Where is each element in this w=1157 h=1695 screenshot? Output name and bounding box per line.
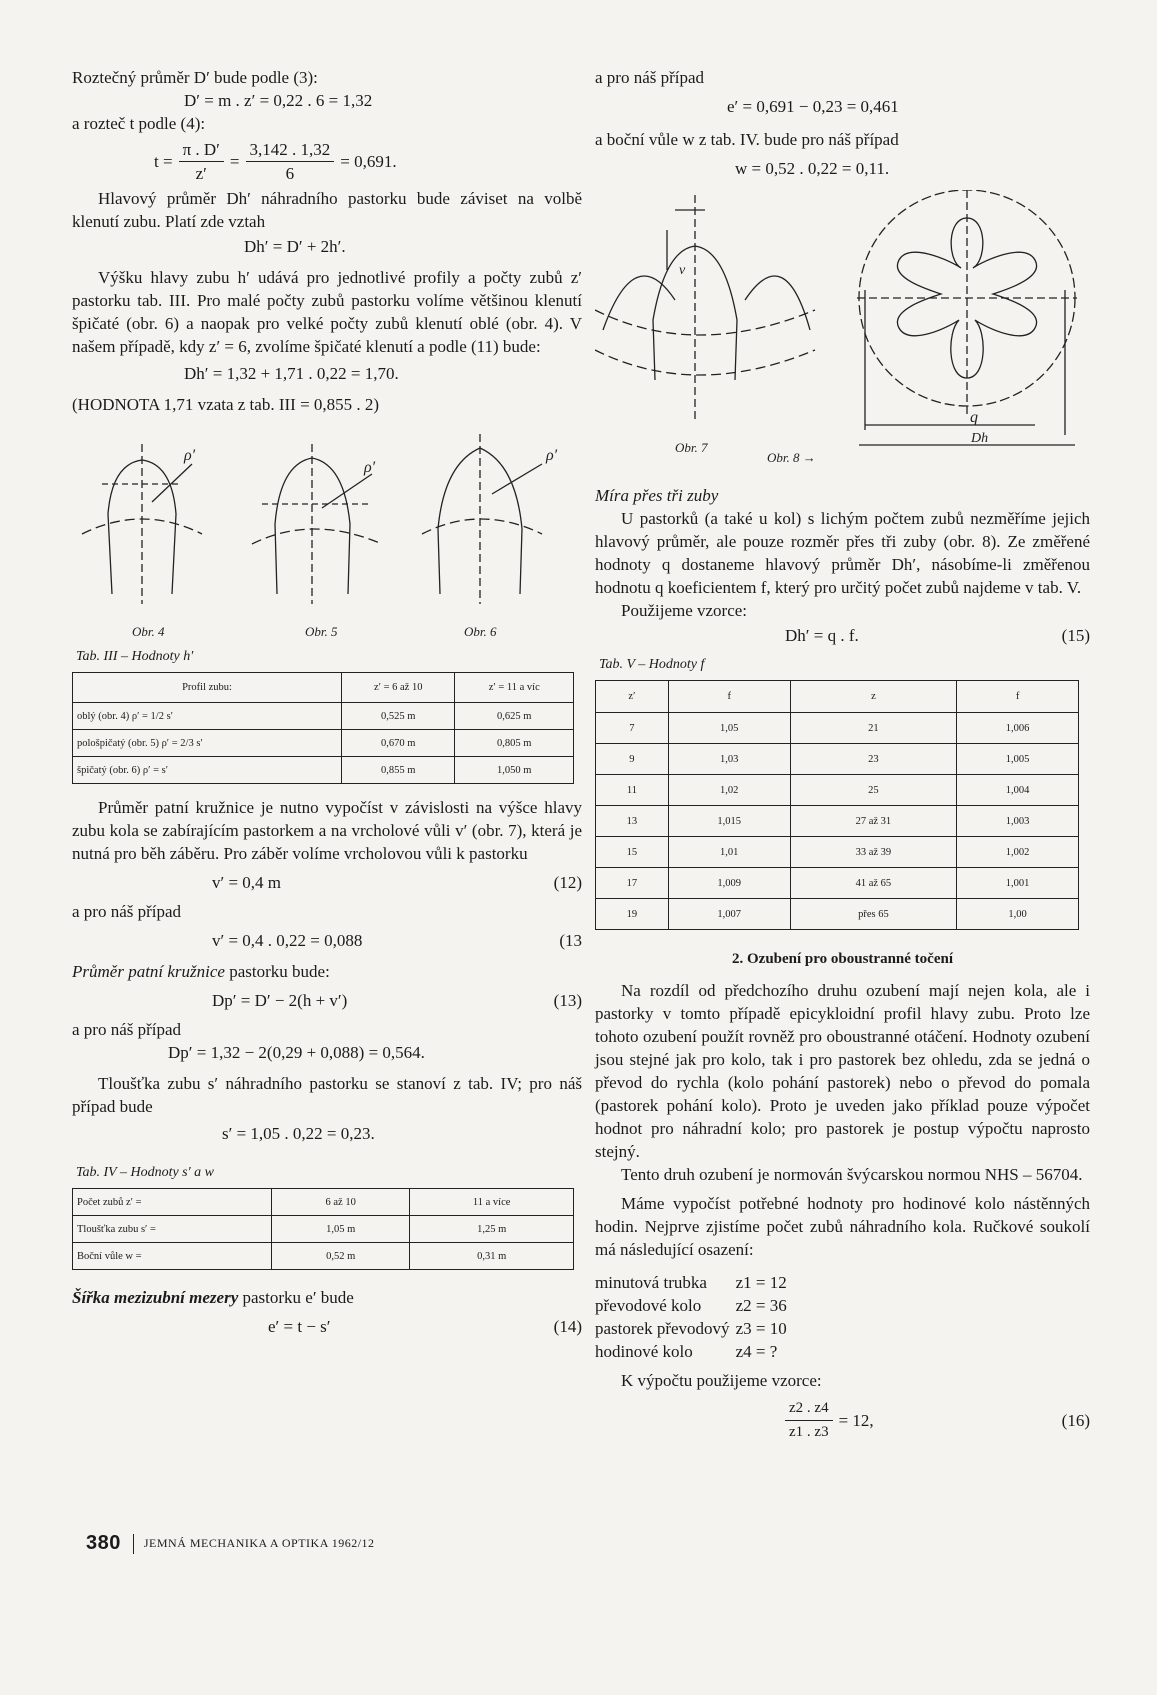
tab5-cell: 7 xyxy=(596,713,669,744)
tab3-cell: 0,670 m xyxy=(342,730,455,757)
text-root-heading: Průměr patní kružnice pastorku bude: xyxy=(72,962,330,981)
eq-tip-diameter: Dh′ = D′ + 2h′. xyxy=(244,237,346,256)
tab5-cell: 1,004 xyxy=(957,775,1079,806)
tab4-cell: 11 a více xyxy=(410,1189,574,1216)
eq-pitch-lhs: t = xyxy=(154,151,173,171)
tab5-caption: Tab. V – Hodnoty f xyxy=(599,657,705,672)
tab4-cell: Boční vůle w = xyxy=(73,1243,272,1270)
gear-value: z4 = ? xyxy=(735,1342,778,1361)
tab5-cell: 1,00 xyxy=(957,899,1079,930)
heading-three-teeth: Míra přes tři zuby xyxy=(595,486,719,505)
tab3-cell: špičatý (obr. 6) ρ′ = s′ xyxy=(73,757,342,784)
fig7-label: Obr. 7 xyxy=(675,440,708,455)
text-bidirectional: Na rozdíl od předchozího druhu ozubení mají nejen kola, ale i pastorky v tomto případě epicykloidní profil hlavy zubu. Proto lze tohoto ozubení použít rovněž pro oboustranné otáčení. Hodnoty ozubení jsou stejné jak pro kolo, tak i pro pastorek bez ohledu, zda se jedná o převod do rychla (kolo pohání pastorek) nebo o převod do pomala (pastorek pohání kolo). Proto je uveden jako příklad pouze výpočet hodnot pro náhradní kolo; pro pastorek je postup výpočtu naprosto stejný. xyxy=(595,981,1090,1161)
tab5-cell: 17 xyxy=(596,868,669,899)
text-thickness: Tloušťka zubu s′ náhradního pastorku se stanoví z tab. IV; pro náš případ bude xyxy=(72,1074,582,1116)
fig8-label: Obr. 8 → xyxy=(767,450,816,465)
tab4-cell: 0,52 m xyxy=(272,1243,410,1270)
heading-bidirectional: 2. Ozubení pro oboustranné točení xyxy=(732,951,953,967)
text-backlash: a boční vůle w z tab. IV. bude pro náš případ xyxy=(595,130,899,149)
tab4-cell: Počet zubů z′ = xyxy=(73,1189,272,1216)
tab5-cell: 1,05 xyxy=(668,713,790,744)
eq-thickness: s′ = 1,05 . 0,22 = 0,23. xyxy=(222,1124,375,1143)
tab5-cell: 1,01 xyxy=(668,837,790,868)
wheel-tooth-right xyxy=(745,276,810,330)
tab5-cell: 13 xyxy=(596,806,669,837)
eq-pitch-diameter: D′ = m . z′ = 0,22 . 6 = 1,32 xyxy=(184,91,373,110)
tab3-cell: 0,805 m xyxy=(455,730,574,757)
rho-label-4: ρ′ xyxy=(184,447,196,464)
gear-name: pastorek převodový xyxy=(595,1319,730,1338)
tab5-cell: 1,02 xyxy=(668,775,790,806)
tab5-cell: 1,03 xyxy=(668,744,790,775)
eq-tip-from-q: Dh′ = q . f. (15) xyxy=(785,626,1090,645)
text-task: Máme vypočíst potřebné hodnoty pro hodinové kolo nástěnných hodin. Nejprve zjistíme počet zubů náhradního kola. Ručkové soukolí má následující osazení: xyxy=(595,1194,1090,1259)
text-case-1: a pro náš případ xyxy=(72,902,182,921)
eq-ratio-number: (16) xyxy=(1061,1410,1090,1430)
eq-root-diameter: Dp′ = D′ − 2(h + v′) (13) xyxy=(212,991,582,1010)
tab5-head: f xyxy=(668,681,790,713)
tooth-semipointed-outline xyxy=(275,458,350,594)
journal-name: JEMNÁ MECHANIKA A OPTIKA 1962/12 xyxy=(143,1536,375,1550)
fig4-label: Obr. 4 xyxy=(132,624,165,639)
dh-label: Dh xyxy=(971,431,989,446)
tab5-cell: 21 xyxy=(790,713,956,744)
eq-clearance: v′ = 0,4 m (12) xyxy=(212,873,582,892)
gear-name: převodové kolo xyxy=(595,1296,702,1315)
text-three-teeth: U pastorků (a také u kol) s lichým počtem zubů nezměříme jejich hlavový průměr, ale pouze rozměr přes tři zuby (obr. 8). Ze změřené hodnoty q dostaneme hlavový průměr Dh′, násobíme-li změřenou hodnotu q koeficientem f, který pro určitý počet zubů najdeme v tab. V. xyxy=(595,509,1090,597)
eq-pitch-equals: = xyxy=(229,151,240,171)
text-case-3: a pro náš případ xyxy=(595,68,705,87)
text-formula-intro: Použijeme vzorce: xyxy=(621,601,748,620)
tab3-caption: Tab. III – Hodnoty h′ xyxy=(76,649,194,664)
tab5-head: z′ xyxy=(596,681,669,713)
tab5-cell: 1,001 xyxy=(957,868,1079,899)
tab4-cell: 0,31 m xyxy=(410,1243,574,1270)
tab5-cell: 1,006 xyxy=(957,713,1079,744)
rho-label-6: ρ′ xyxy=(546,447,558,464)
page-footer xyxy=(86,1532,375,1555)
eq-ratio xyxy=(595,1396,1090,1444)
gear-value: z3 = 10 xyxy=(735,1319,787,1338)
tab5-cell: 1,009 xyxy=(668,868,790,899)
tab5-cell: 1,005 xyxy=(957,744,1079,775)
text-formula-intro-2: K výpočtu použijeme vzorce: xyxy=(621,1371,822,1390)
tab4-cell: Tloušťka zubu s′ = xyxy=(73,1216,272,1243)
eq-clearance-value: v′ = 0,4 . 0,22 = 0,088 (13 xyxy=(212,931,582,950)
tab3-cell: oblý (obr. 4) ρ′ = 1/2 s′ xyxy=(73,703,342,730)
tab5-cell: přes 65 xyxy=(790,899,956,930)
eq-pitch-frac2: $\frac{3,142 . 1,32}{6}$ xyxy=(246,138,335,185)
tab3-cell: 0,525 m xyxy=(342,703,455,730)
tab5-cell: 1,002 xyxy=(957,837,1079,868)
eq-pitch xyxy=(154,135,582,187)
figures-7-8 xyxy=(595,190,1090,470)
clearance-label: v xyxy=(679,263,686,278)
tab4 xyxy=(72,1188,574,1270)
tab5-cell: 1,007 xyxy=(668,899,790,930)
text-pitch: a rozteč t podle (4): xyxy=(72,114,206,133)
tab3-cell: pološpičatý (obr. 5) ρ′ = 2/3 s′ xyxy=(73,730,342,757)
tab4-cell: 6 až 10 xyxy=(272,1189,410,1216)
tab5-head: f xyxy=(957,681,1079,713)
tab3-head-0: Profil zubu: xyxy=(73,673,342,703)
wheel-tooth-left xyxy=(603,276,675,330)
eq-root-value: Dp′ = 1,32 − 2(0,29 + 0,088) = 0,564. xyxy=(168,1043,425,1062)
eq-ratio-frac: $\frac{z2 . z4}{z1 . z3}$ xyxy=(785,1397,833,1444)
gear-list xyxy=(595,1271,793,1363)
tab3 xyxy=(72,672,574,784)
gear-name: minutová trubka xyxy=(595,1273,707,1292)
tab3-cell: 0,625 m xyxy=(455,703,574,730)
right-column xyxy=(595,66,1090,1444)
text-root-diameter: Průměr patní kružnice je nutno vypočíst v závislosti na výšce hlavy zubu kola se zabírajícím pastorkem a na vrcholové vůli v′ (obr. 7), která je nutná pro běh záběru. Pro záběr volíme vrcholovou vůli k pastorku xyxy=(72,798,582,863)
tab5-cell: 15 xyxy=(596,837,669,868)
tab3-cell: 0,855 m xyxy=(342,757,455,784)
tab5-cell: 41 až 65 xyxy=(790,868,956,899)
tab5-cell: 23 xyxy=(790,744,956,775)
footer-divider xyxy=(133,1534,134,1554)
tab5-cell: 27 až 31 xyxy=(790,806,956,837)
eq-space-width: e′ = t − s′ (14) xyxy=(268,1317,582,1336)
eq-backlash: w = 0,52 . 0,22 = 0,11. xyxy=(735,159,890,178)
pinion-tooth xyxy=(653,246,737,380)
figures-4-5-6 xyxy=(72,424,582,639)
eq-tip-value: Dh′ = 1,32 + 1,71 . 0,22 = 1,70. xyxy=(184,364,399,383)
eq-ratio-rhs: = 12, xyxy=(838,1410,874,1430)
tab3-head-1: z′ = 6 až 10 xyxy=(342,673,455,703)
tab5 xyxy=(595,680,1079,930)
tab5-cell: 1,015 xyxy=(668,806,790,837)
text-case-2: a pro náš případ xyxy=(72,1020,182,1039)
tab5-cell: 11 xyxy=(596,775,669,806)
page-number: 380 xyxy=(86,1532,121,1554)
eq-space-value: e′ = 0,691 − 0,23 = 0,461 xyxy=(727,97,899,116)
tab5-cell: 25 xyxy=(790,775,956,806)
left-column xyxy=(72,66,582,1338)
q-label: q xyxy=(970,409,978,426)
tab4-cell: 1,25 m xyxy=(410,1216,574,1243)
tab4-cell: 1,05 m xyxy=(272,1216,410,1243)
gear-name: hodinové kolo xyxy=(595,1342,693,1361)
text-tooth-height: Výšku hlavy zubu h′ udává pro jednotlivé profily a počty zubů z′ pastorku tab. III. Pro malé počty zubů pastorku volíme většinou klenutí špičaté (obr. 6) a naopak pro velké počty zubů klenutí oblé (obr. 4). V našem případě, kdy z′ = 6, zvolíme špičaté klenutí a podle (11) bude: xyxy=(72,268,582,356)
fig5-label: Obr. 5 xyxy=(305,624,338,639)
eq-pitch-result: = 0,691. xyxy=(340,151,397,171)
rho-label-5: ρ′ xyxy=(364,459,376,476)
text-norm: Tento druh ozubení je normován švýcarskou normou NHS – 56704. xyxy=(621,1165,1083,1184)
fig6-label: Obr. 6 xyxy=(464,624,497,639)
text-note: (HODNOTA 1,71 vzata z tab. III = 0,855 . 2) xyxy=(72,395,380,414)
text-tip-diameter: Hlavový průměr Dh′ náhradního pastorku bude záviset na volbě klenutí zubu. Platí zde vztah xyxy=(72,189,582,231)
tab5-cell: 9 xyxy=(596,744,669,775)
gear-value: z2 = 36 xyxy=(735,1296,787,1315)
tab3-cell: 1,050 m xyxy=(455,757,574,784)
tab3-head-2: z′ = 11 a víc xyxy=(455,673,574,703)
tab5-cell: 19 xyxy=(596,899,669,930)
tab4-caption: Tab. IV – Hodnoty s′ a w xyxy=(76,1165,215,1180)
tab5-cell: 33 až 39 xyxy=(790,837,956,868)
text-pitch-diameter: Roztečný průměr D′ bude podle (3): xyxy=(72,68,318,87)
tab5-head: z xyxy=(790,681,956,713)
tab5-cell: 1,003 xyxy=(957,806,1079,837)
gear-value: z1 = 12 xyxy=(735,1273,787,1292)
text-space-width: Šířka mezizubní mezery pastorku e′ bude xyxy=(72,1288,354,1307)
eq-pitch-frac1: $\frac{\pi . D'}{z'}$ xyxy=(179,138,224,185)
